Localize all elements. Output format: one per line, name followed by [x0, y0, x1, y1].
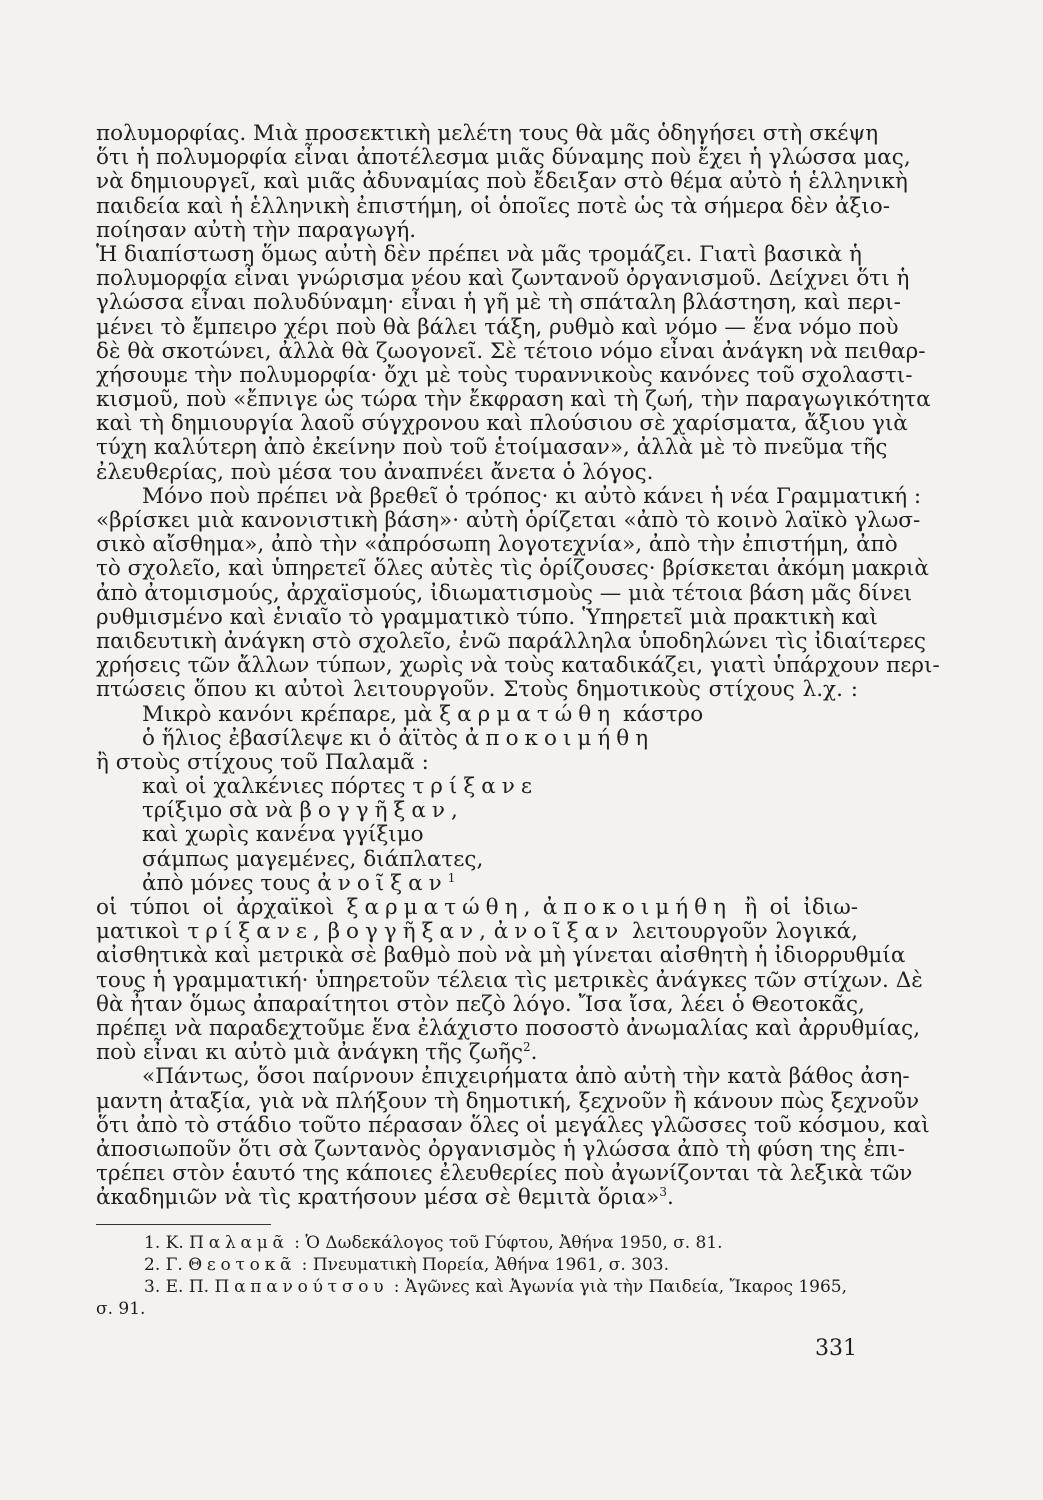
spaced-word: ἀποκοιμήθη: [542, 895, 733, 920]
body-line: χήσουμε τὴν πολυμορφία· ὄχι μὲ τοὺς τυραννικοὺς κανόνες τοῦ σχολαστι-: [96, 362, 913, 388]
verse-line: καὶ οἱ χαλκένιες πόρτες τρίξανε: [142, 774, 539, 800]
body-line: τὸ σχολεῖο, καὶ ὑπηρετεῖ ὅλες αὐτὲς τὶς ὁρίζουσες· βρίσκεται ἀκόμη μακριὰ: [96, 556, 929, 582]
spaced-word: ἀνοῖξαν: [317, 870, 448, 896]
verse-line: Μικρὸ κανόνι κρέπαρε, μὰ ξαρματώθη κάστρο: [142, 701, 704, 727]
spaced-word: τρίξανε: [187, 919, 314, 945]
body-line: τύχη καλύτερη ἀπὸ ἐκείνην ποὺ τοῦ ἑτοίμασαν», ἀλλὰ μὲ τὸ πνεῦμα τῆς: [96, 435, 888, 461]
spaced-word: βογγῆξαν: [299, 798, 451, 824]
verse-line: σάμπως μαγεμένες, διάπλατες,: [142, 846, 484, 872]
body-line: μαντη ἀταξία, γιὰ νὰ πλήξουν τὴ δημοτική, ξεχνοῦν ἢ κάνουν πὼς ξεχνοῦν: [96, 1088, 920, 1114]
body-line: ἐλευθερίας, ποὺ μέσα του ἀναπνέει ἄνετα ὁ λόγος.: [96, 459, 654, 485]
body-line: ρυθμισμένο καὶ ἑνιαῖο τὸ γραμματικὸ τύπο. Ὑπηρετεῖ μιὰ πρακτικὴ καὶ: [96, 604, 878, 630]
body-line: ποὺ εἶναι κι αὐτὸ μιὰ ἀνάγκη τῆς ζωῆς$^2$.: [96, 1039, 538, 1066]
body-line: πρέπει νὰ παραδεχτοῦμε ἕνα ἐλάχιστο ποσοστὸ ἀνωμαλίας καὶ ἀρρυθμίας,: [96, 1015, 921, 1041]
body-line: ποίησαν αὐτὴ τὴν παραγωγή.: [96, 217, 417, 243]
spaced-word: τρίξανε: [412, 774, 539, 800]
footnote-ref: 1: [447, 870, 456, 885]
footnote-author: Παπανούτσου: [214, 1277, 389, 1297]
verse-line: καὶ χωρὶς κανένα γγίξιμο: [142, 822, 424, 848]
spaced-word: ξαρματώθη: [346, 895, 524, 920]
footnote-continuation: σ. 91.: [96, 1299, 146, 1319]
spaced-word: βογγῆξαν: [327, 919, 480, 945]
body-line: ὅτι ἡ πολυμορφία εἶναι ἀποτέλεσμα μιᾶς δύναμης ποὺ ἔχει ἡ γλώσσα μας,: [96, 145, 911, 171]
body-line: ματικοὶ τρίξανε, βογγῆξαν, ἀνοῖξαν λειτουργοῦν λογικά,: [96, 919, 858, 945]
body-line: νὰ δημιουργεῖ, καὶ μιᾶς ἀδυναμίας ποὺ ἔδειξαν στὸ θέμα αὐτὸ ἡ ἑλληνικὴ: [96, 169, 908, 195]
spaced-word: ἀνοῖξαν: [493, 919, 625, 945]
body-line: πολυμορφίας. Μιὰ προσεκτικὴ μελέτη τους θὰ μᾶς ὁδηγήσει στὴ σκέψη: [96, 121, 879, 146]
body-line: ἀκαδημιῶν νὰ τὶς κρατήσουν μέσα σὲ θεμιτὰ ὅρια»$^3$.: [96, 1185, 674, 1211]
main-text: [96, 121, 940, 1211]
body-line: ἀποσιωποῦν ὅτι σὰ ζωντανὸς ὀργανισμὸς ἡ γλώσσα ἀπὸ τὴ φύση της ἐπι-: [96, 1136, 905, 1162]
body-line: κισμοῦ, ποὺ «ἔπνιγε ὡς τώρα τὴν ἔκφραση καὶ τὴ ζωή, τὴν παραγωγικότητα: [96, 387, 931, 413]
footnote: 3. Ε. Π. Παπανούτσου : Ἀγῶνες καὶ Ἀγωνία γιὰ τὴν Παιδεία, Ἴκαρος 1965,: [144, 1277, 848, 1297]
body-line: δὲ θὰ σκοτώνει, ἀλλὰ θὰ ζωογονεῖ. Σὲ τέτοιο νόμο εἶναι ἀνάγκη νὰ πειθαρ-: [96, 338, 926, 364]
verse-line: ἀπὸ μόνες τους ἀνοῖξαν$^1$: [142, 870, 456, 896]
body-line: καὶ τὴ δημιουργία λαοῦ σύγχρονου καὶ πλούσιου σὲ χαρίσματα, ἄξιου γιὰ: [96, 411, 908, 437]
body-line: ὅτι ἀπὸ τὸ στάδιο τοῦτο πέρασαν ὅλες οἱ μεγάλες γλῶσσες τοῦ κόσμου, καὶ: [96, 1112, 930, 1138]
body-line: Ἡ διαπίστωση ὅμως αὐτὴ δὲν πρέπει νὰ μᾶς τρομάζει. Γιατὶ βασικὰ ἡ: [96, 241, 862, 267]
spaced-word: ἀποκοιμήθη: [464, 725, 655, 751]
body-line: «Πάντως, ὅσοι παίρνουν ἐπιχειρήματα ἀπὸ αὐτὴ τὴν κατὰ βάθος ἀση-: [142, 1064, 910, 1090]
spaced-word: ξαρματώθη: [439, 701, 617, 727]
body-line: Μόνο ποὺ πρέπει νὰ βρεθεῖ ὁ τρόπος· κι αὐτὸ κάνει ἡ νέα Γραμματική :: [142, 483, 922, 509]
footnote: 2. Γ. Θεοτοκᾶ : Πνευματικὴ Πορεία, Ἀθήνα 1961, σ. 303.: [144, 1255, 669, 1275]
body-line: πολυμορφία εἶναι γνώρισμα νέου καὶ ζωντανοῦ ὀργανισμοῦ. Δείχνει ὅτι ἡ: [96, 266, 910, 292]
body-line: τους ἡ γραμματική· ὑπηρετοῦν τέλεια τὶς μετρικὲς ἀνάγκες τῶν στίχων. Δὲ: [96, 967, 923, 993]
body-line: μένει τὸ ἔμπειρο χέρι ποὺ θὰ βάλει τάξη, ρυθμὸ καὶ νόμο — ἕνα νόμο ποὺ: [96, 314, 899, 340]
page-number: 331: [815, 1336, 857, 1361]
verse-intro: ἢ στοὺς στίχους τοῦ Παλαμᾶ :: [96, 749, 429, 775]
body-line: γλώσσα εἶναι πολυδύναμη· εἶναι ἡ γῆ μὲ τὴ σπάταλη βλάστηση, καὶ περι-: [96, 290, 901, 316]
body-line: «βρίσκει μιὰ κανονιστικὴ βάση»· αὐτὴ ὁρίζεται «ἀπὸ τὸ κοινὸ λαϊκὸ γλωσ-: [96, 508, 921, 533]
body-line: παιδευτικὴ ἀνάγκη στὸ σχολεῖο, ἐνῶ παράλληλα ὑποδηλώνει τὶς ἰδιαίτερες: [96, 628, 926, 654]
body-line: ἀπὸ ἀτομισμούς, ἀρχαϊσμούς, ἰδιωματισμοὺς — μιὰ τέτοια βάση μᾶς δίνει: [96, 580, 913, 606]
footnote-ref: 3: [659, 1185, 667, 1200]
body-line: πτώσεις ὅπου κι αὐτοὶ λειτουργοῦν. Στοὺς δημοτικοὺς στίχους λ.χ. :: [96, 677, 858, 703]
footnote-ref: 2: [523, 1039, 531, 1054]
body-line: σικὸ αἴσθημα», ἀπὸ τὴν «ἀπρόσωπη λογοτεχνία», ἀπὸ τὴν ἐπιστήμη, ἀπὸ: [96, 532, 898, 558]
footnotes: [96, 1232, 858, 1320]
body-line: χρήσεις τῶν ἄλλων τύπων, χωρὶς νὰ τοὺς καταδικάζει, γιατὶ ὑπάρχουν περι-: [96, 653, 940, 679]
body-line: αἰσθητικὰ καὶ μετρικὰ σὲ βαθμὸ ποὺ νὰ μὴ γίνεται αἰσθητὴ ἡ ἰδιορρυθμία: [96, 943, 906, 969]
body-line: οἱ τύποι οἱ ἀρχαϊκοὶ ξαρματώθη, ἀποκοιμήθη ἢ οἱ ἰδιω-: [96, 895, 859, 920]
footnote-author: Θεοτοκᾶ: [188, 1255, 297, 1275]
footnote-author: Παλαμᾶ: [189, 1233, 289, 1253]
body-line: θὰ ἦταν ὅμως ἀπαραίτητοι στὸν πεζὸ λόγο. Ἴσα ἴσα, λέει ὁ Θεοτοκᾶς,: [96, 991, 865, 1017]
verse-line: ὁ ἥλιος ἐβασίλεψε κι ὁ ἀϊτὸς ἀποκοιμήθη: [142, 725, 655, 751]
body-line: τρέπει στὸν ἑαυτό της κάποιες ἐλευθερίες ποὺ ἀγωνίζονται τὰ λεξικὰ τῶν: [96, 1161, 913, 1187]
footnote: 1. Κ. Παλαμᾶ : Ὁ Δωδεκάλογος τοῦ Γύφτου, Ἀθήνα 1950, σ. 81.: [144, 1233, 723, 1253]
footnote-rule: [96, 1224, 271, 1225]
verse-line: τρίξιμο σὰ νὰ βογγῆξαν,: [142, 798, 458, 824]
body-line: παιδεία καὶ ἡ ἑλληνικὴ ἐπιστήμη, οἱ ὁποῖες ποτὲ ὡς τὰ σήμερα δὲν ἀξιο-: [96, 193, 890, 219]
